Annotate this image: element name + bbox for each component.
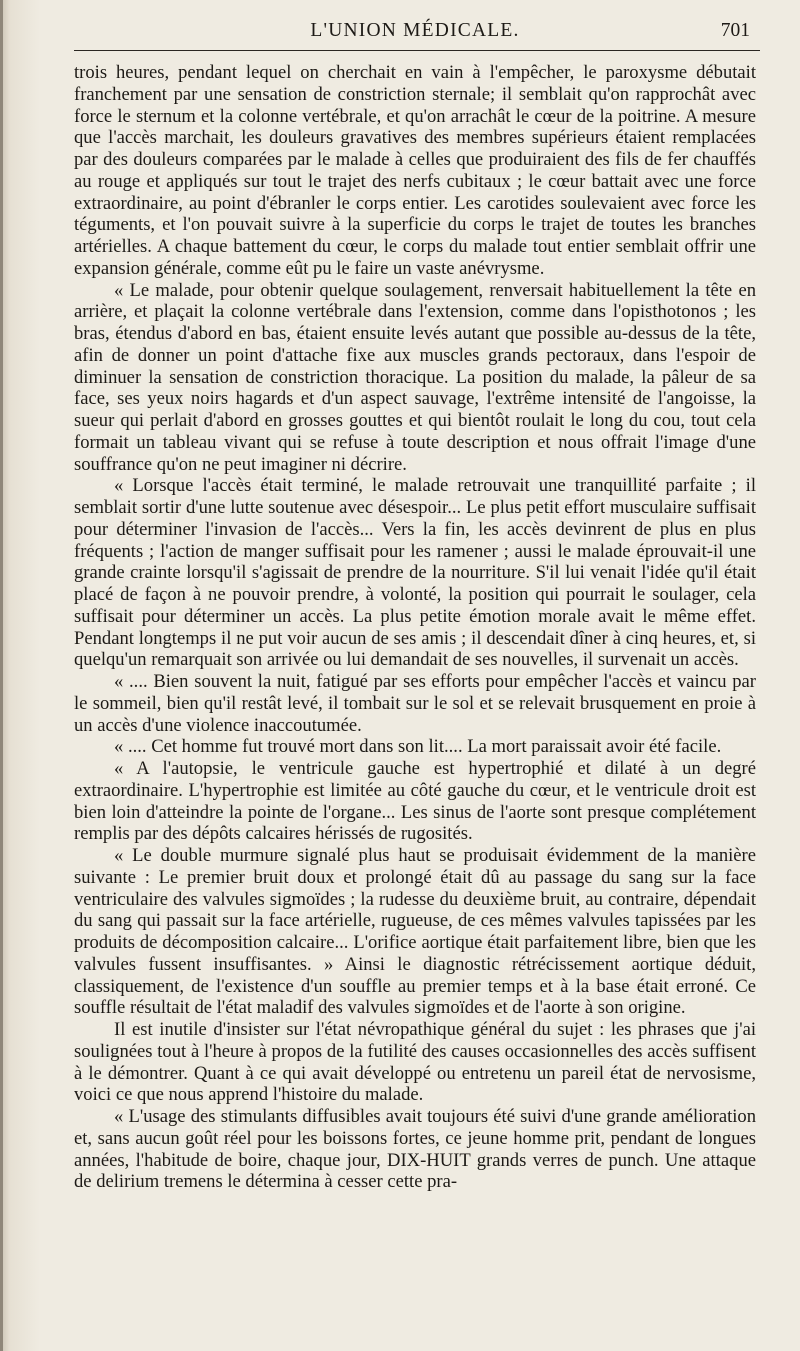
page-number: 701 — [720, 20, 750, 41]
paragraph: « .... Bien souvent la nuit, fatigué par ses efforts pour empêcher l'accès et vaincu par le sommeil, bien qu'il restât levé, il tombait sur le sol et se relevait brusquement en proie à un accès d'une violence inaccoutumée. — [74, 671, 756, 736]
paragraph: « Le malade, pour obtenir quelque soulagement, renversait habituellement la tête en arrière, et plaçait la colonne vertébrale dans l'extension, comme dans l'opisthotonos ; les bras, étendus d'abord en bas, étaient ensuite levés autant que possible au-dessus de la tête, afin de donner un point d'attache fixe aux muscles grands pectoraux, dans l'espoir de diminuer la sensation de constriction thoracique. La position du malade, la pâleur de sa face, ses yeux noirs hagards et d'un aspect sauvage, l'extrême intensité de l'angoisse, la sueur qui perlait d'abord en grosses gouttes et qui bientôt roulait le long du cou, tout cela formait un tableau vivant qui se refuse à toute description et nous offrait l'image d'une souffrance qu'on ne peut imaginer ni décrire. — [74, 279, 756, 475]
paragraph: trois heures, pendant lequel on cherchait en vain à l'empêcher, le paroxysme débutait franchement par une sensation de constriction sternale; il semblait qu'on rapprochât avec force le sternum et la colonne vertébrale, et qu'on arrachât le cœur de la poitrine. A mesure que l'accès marchait, les douleurs gravatives des membres supérieurs étaient remplacées par des douleurs comparées par le malade à celles que produiraient des fils de fer chauffés au rouge et appliqués sur tout le trajet des nerfs cubitaux ; le cœur battait avec une force extraordinaire, au point d'ébranler le corps entier. Les carotides soulevaient avec force les téguments, et l'on pouvait suivre à la superficie du corps le trajet de toutes les branches artérielles. A chaque battement du cœur, le corps du malade tout entier semblait offrir une expansion générale, comme eût pu le faire un vaste anévrysme. — [74, 62, 756, 279]
running-header — [74, 16, 756, 50]
paragraph: « A l'autopsie, le ventricule gauche est hypertrophié et dilaté à un degré extraordinaire. L'hypertrophie est limitée au côté gauche du cœur, et le ventricule droit est bien loin d'atteindre la pointe de l'organe... Les sinus de l'aorte sont presque complétement remplis par des dépôts calcaires hérissés de rugosités. — [74, 758, 756, 845]
paragraph: « Lorsque l'accès était terminé, le malade retrouvait une tranquillité parfaite ; il semblait sortir d'une lutte soutenue avec désespoir... Le plus petit effort musculaire suffisait pour déterminer l'invasion de l'accès... Vers la fin, les accès devinrent de plus en plus fréquents ; l'action de manger suffisait pour les ramener ; aussi le malade éprouvait-il une grande crainte lorsqu'il s'agissait de prendre de la nourriture. S'il lui venait l'idée qu'il était placé de façon à ne pouvoir prendre, à volonté, la position qui pourrait le soulager, cela suffisait pour déterminer un accès. La plus petite émotion morale avait le même effet. Pendant longtemps il ne put voir aucun de ses amis ; il descendait dîner à cinq heures, et, si quelqu'un remarquait son arrivée ou lui demandait de ses nouvelles, il survenait un accès. — [74, 475, 756, 671]
paragraph: Il est inutile d'insister sur l'état névropathique général du sujet : les phrases que j'ai soulignées tout à l'heure à propos de la futilité des causes occasionnelles des accès suffisent à le démontrer. Quant à ce qui avait développé ou entretenu un pareil état de nervosisme, voici ce que nous apprend l'histoire du malade. — [74, 1019, 756, 1106]
page-edge-shadow — [0, 0, 3, 1351]
header-rule — [74, 50, 760, 51]
article-body — [74, 62, 756, 1193]
paragraph: « .... Cet homme fut trouvé mort dans son lit.... La mort paraissait avoir été facile. — [114, 736, 722, 758]
paragraph: « Le double murmure signalé plus haut se produisait évidemment de la manière suivante : Le premier bruit doux et prolongé était dû au passage du sang sur la face ventriculaire des valvules sigmoïdes ; la rudesse du deuxième bruit, au contraire, dépendait du sang qui passait sur la face artérielle, rugueuse, de ces mêmes valvules tapissées par les produits de décomposition calcaire... L'orifice aortique était parfaitement libre, bien que les valvules fussent insuffisantes. » Ainsi le diagnostic rétrécissement aortique déduit, classiquement, de l'existence d'un souffle au premier temps et à la base était erroné. Ce souffle résultait de l'état maladif des valvules sigmoïdes et de l'aorte à son origine. — [74, 845, 756, 1019]
journal-title: L'UNION MÉDICALE. — [310, 20, 520, 41]
paragraph: « L'usage des stimulants diffusibles avait toujours été suivi d'une grande amélioration et, sans aucun goût réel pour les boissons fortes, ce jeune homme prit, pendant de longues années, l'habitude de boire, chaque jour, DIX-HUIT grands verres de punch. Une attaque de delirium tremens le détermina à cesser cette pra- — [74, 1106, 756, 1193]
